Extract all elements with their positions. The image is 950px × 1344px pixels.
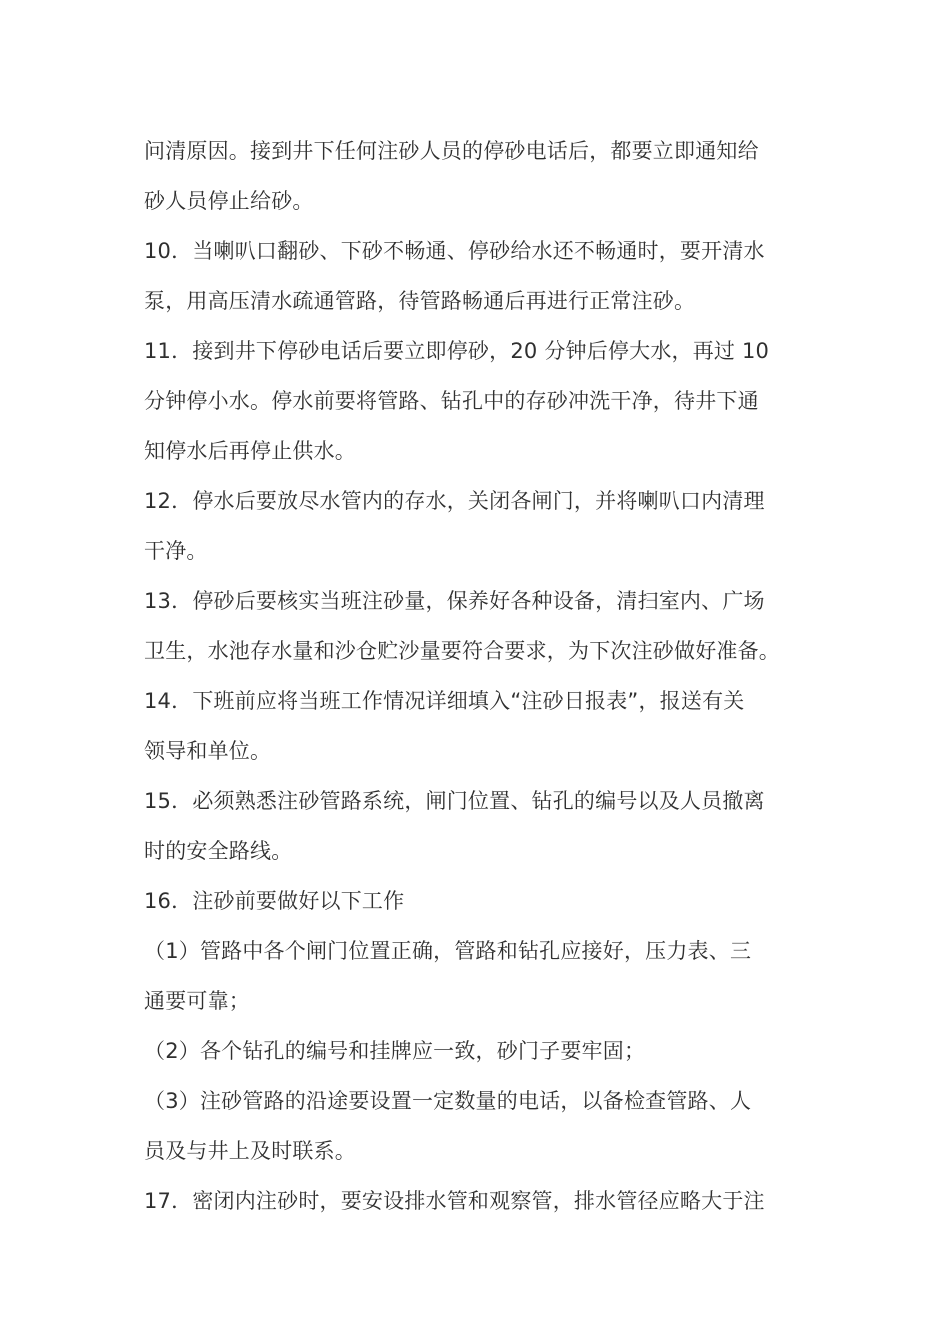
item-17-line: 17．密闭内注砂时，要安设排水管和观察管，排水管径应略大于注	[144, 1189, 765, 1213]
item-10-line: 10．当喇叭口翻砂、下砂不畅通、停砂给水还不畅通时，要开清水	[144, 239, 765, 263]
text-line: 时的安全路线。	[144, 839, 293, 863]
text-line: 干净。	[144, 539, 208, 563]
item-16-line: 16．注砂前要做好以下工作	[144, 889, 405, 913]
text-line: 砂人员停止给砂。	[144, 189, 314, 213]
item-13-line: 13．停砂后要核实当班注砂量，保养好各种设备，清扫室内、广场	[144, 589, 765, 613]
sub-item-2-line: （2）各个钻孔的编号和挂牌应一致，砂门子要牢固；	[144, 1039, 646, 1063]
sub-item-1-line: （1）管路中各个闸门位置正确，管路和钻孔应接好，压力表、三	[144, 939, 752, 963]
text-line: 领导和单位。	[144, 739, 272, 763]
text-line: 卫生，水池存水量和沙仓贮沙量要符合要求，为下次注砂做好准备。	[144, 639, 780, 663]
item-11-line: 11．接到井下停砂电话后要立即停砂，20 分钟后停大水，再过 10	[144, 339, 770, 363]
text-line: 知停水后再停止供水。	[144, 439, 356, 463]
sub-item-3-line: （3）注砂管路的沿途要设置一定数量的电话，以备检查管路、人	[144, 1089, 752, 1113]
text-line: 员及与井上及时联系。	[144, 1139, 356, 1163]
document-body	[144, 126, 824, 1226]
text-line: 分钟停小水。停水前要将管路、钻孔中的存砂冲洗干净，待井下通	[144, 389, 759, 413]
text-line: 问清原因。接到井下任何注砂人员的停砂电话后，都要立即通知给	[144, 139, 759, 163]
text-line: 泵，用高压清水疏通管路，待管路畅通后再进行正常注砂。	[144, 289, 696, 313]
item-14-line: 14．下班前应将当班工作情况详细填入“注砂日报表”，报送有关	[144, 689, 745, 713]
text-line: 通要可靠；	[144, 989, 250, 1013]
item-12-line: 12．停水后要放尽水管内的存水，关闭各闸门，并将喇叭口内清理	[144, 489, 765, 513]
item-15-line: 15．必须熟悉注砂管路系统，闸门位置、钻孔的编号以及人员撤离	[144, 789, 765, 813]
